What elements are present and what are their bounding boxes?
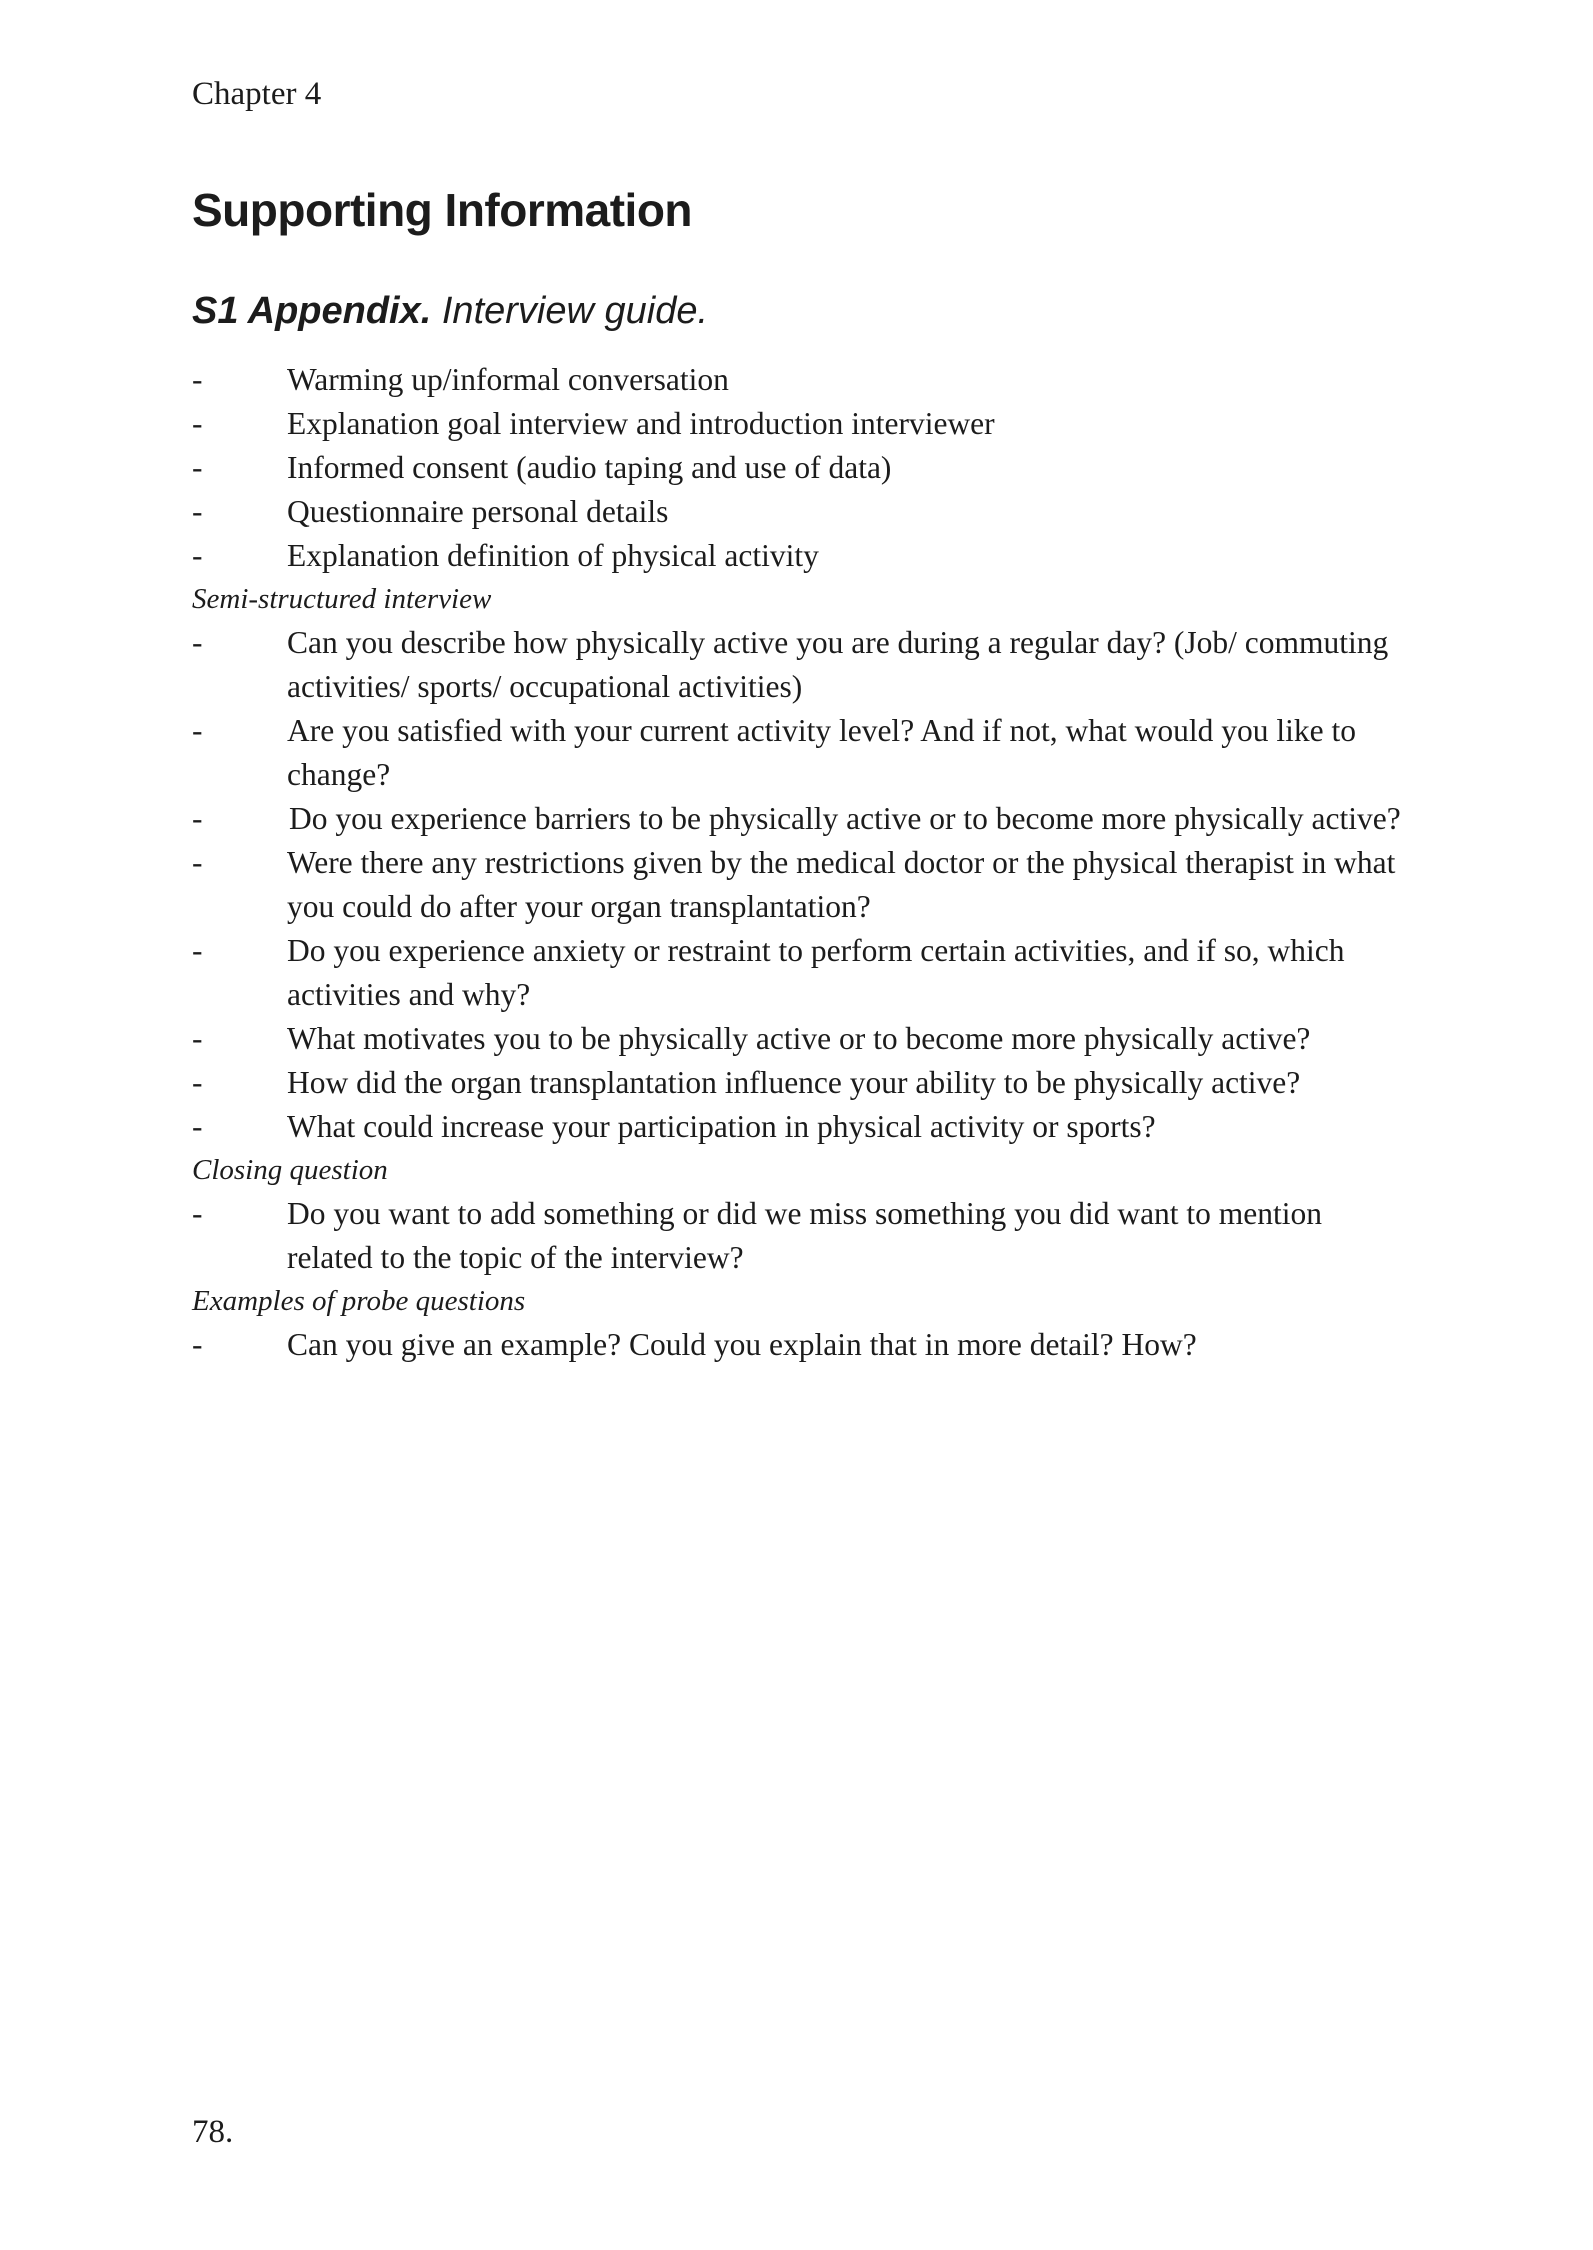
list-item [192,534,1412,578]
bullet-dash: - [192,406,203,441]
list-item [192,402,1412,446]
bullet-dash: - [192,1327,203,1362]
bullet-dash: - [192,362,203,397]
list-item-text: Can you describe how physically active you are during a regular day? (Job/ commuting activities/ sports/ occupational activities) [287,625,1389,704]
list-item [192,709,1412,797]
bullet-dash: - [192,625,203,660]
page-number: 78. [192,2114,234,2150]
bullet-dash: - [192,1021,203,1056]
interview-guide-body [192,358,1412,1367]
probe-heading: Examples of probe questions [192,1285,526,1317]
bullet-dash: - [192,713,203,748]
closing-heading: Closing question [192,1154,388,1186]
list-item [192,1017,1412,1061]
appendix-label: S1 Appendix. [192,290,432,332]
bullet-dash: - [192,845,203,880]
list-item [192,929,1412,1017]
list-item [192,490,1412,534]
list-item [192,797,1412,841]
list-item-text: Questionnaire personal details [287,494,669,529]
bullet-dash: - [192,1109,203,1144]
bullet-dash: - [192,494,203,529]
bullet-dash: - [192,1065,203,1100]
appendix-subtitle: Interview guide. [441,290,709,332]
list-item-text: Warming up/informal conversation [287,362,729,397]
list-item-text: What could increase your participation in physical activity or sports? [287,1109,1156,1144]
running-head: Chapter 4 [192,76,322,112]
list-item-text: Informed consent (audio taping and use of data) [287,450,892,485]
section-title: Supporting Information [192,184,693,236]
bullet-dash: - [192,801,203,836]
list-item [192,1323,1412,1367]
list-item [192,1192,1412,1280]
list-item [192,358,1412,402]
bullet-dash: - [192,538,203,573]
bullet-dash: - [192,1196,203,1231]
bullet-dash: - [192,450,203,485]
list-item [192,841,1412,929]
semi-structured-heading: Semi-structured interview [192,583,492,615]
list-item [192,446,1412,490]
list-item-text: Do you experience barriers to be physically active or to become more physically active? [289,801,1401,836]
list-item [192,1061,1412,1105]
list-item-text: What motivates you to be physically active or to become more physically active? [287,1021,1311,1056]
list-item-text: Explanation definition of physical activity [287,538,819,573]
list-item-text: How did the organ transplantation influence your ability to be physically active? [287,1065,1301,1100]
list-item [192,1105,1412,1149]
bullet-dash: - [192,933,203,968]
list-item-text: Do you want to add something or did we miss something you did want to mention related to the topic of the interview? [287,1196,1323,1275]
list-item-text: Can you give an example? Could you explain that in more detail? How? [287,1327,1197,1362]
list-item [192,621,1412,709]
list-item-text: Are you satisfied with your current activity level? And if not, what would you like to change? [287,713,1357,792]
appendix-title [192,286,708,336]
list-item-text: Explanation goal interview and introduction interviewer [287,406,995,441]
list-item-text: Do you experience anxiety or restraint to perform certain activities, and if so, which activities and why? [287,933,1345,1012]
list-item-text: Were there any restrictions given by the medical doctor or the physical therapist in what you could do after your organ transplantation? [287,845,1396,924]
